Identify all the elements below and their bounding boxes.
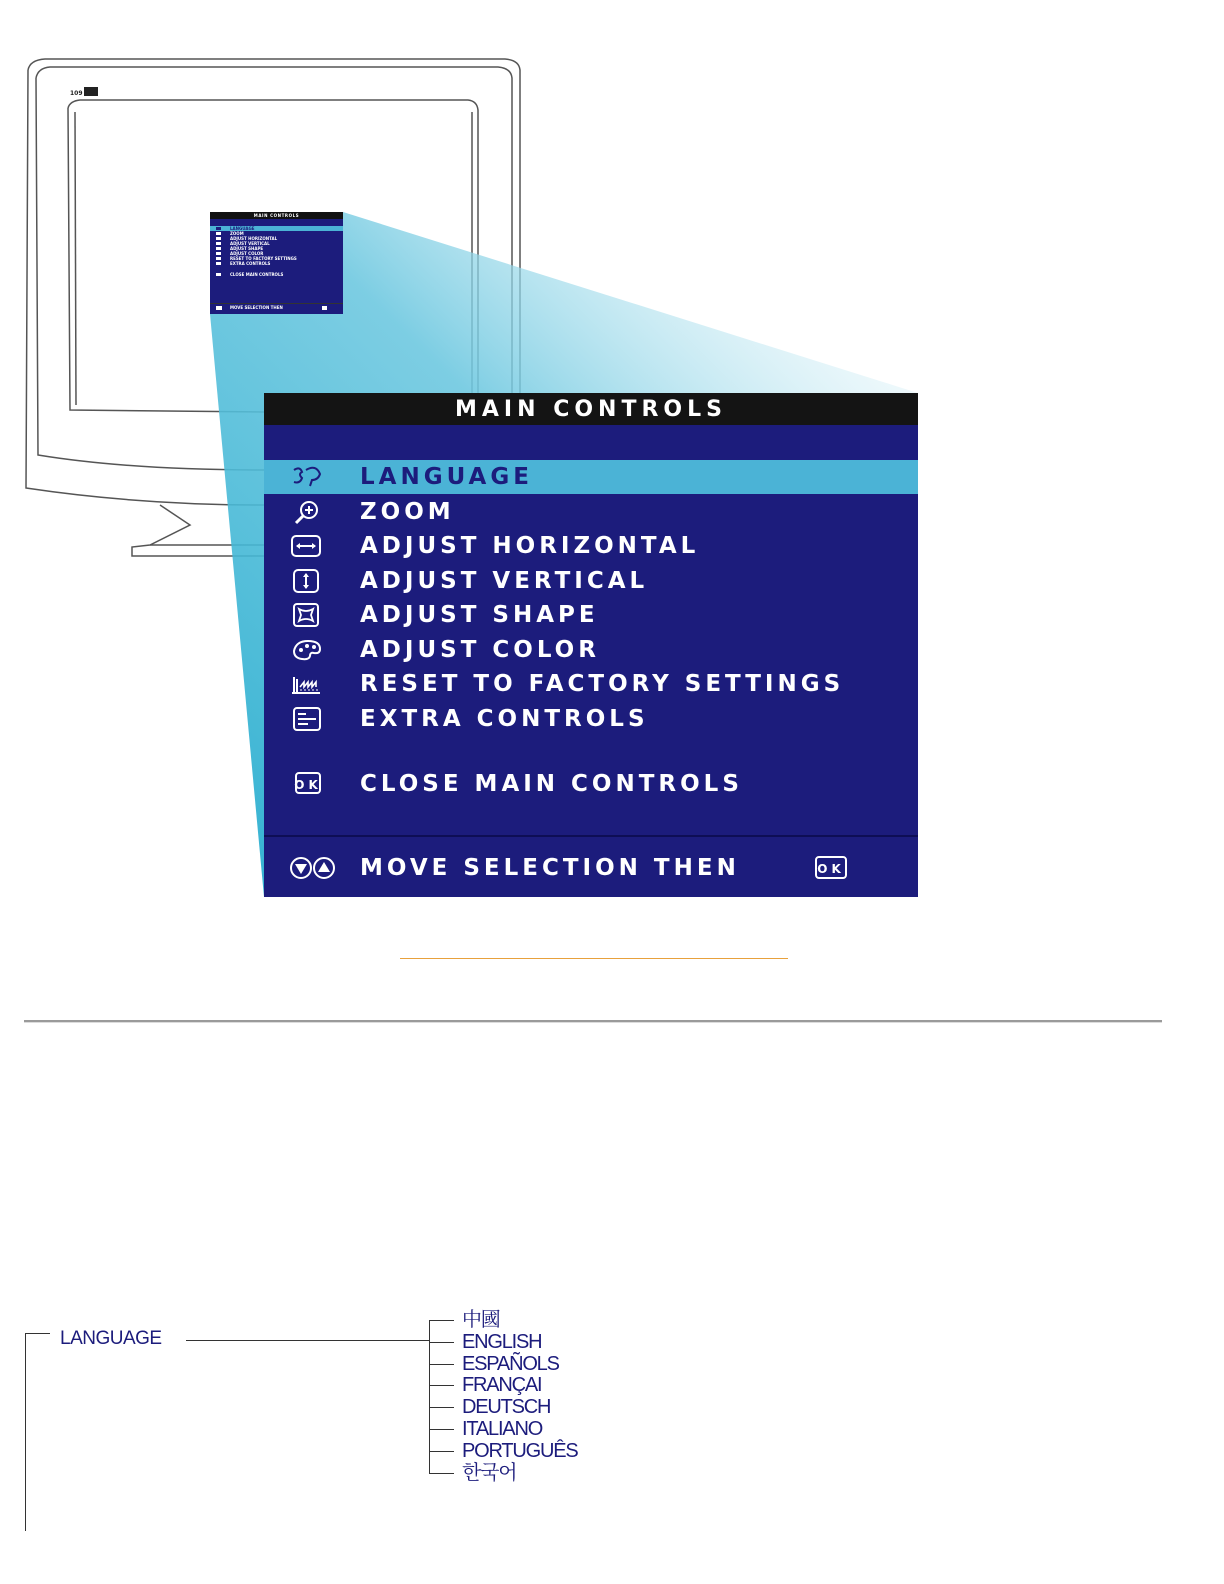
- osd-item-label: RESET TO FACTORY SETTINGS: [360, 671, 845, 697]
- osd-item-label: ADJUST VERTICAL: [360, 567, 649, 594]
- language-option: 한국어: [462, 1461, 517, 1484]
- language-option: ESPAÑOLS: [462, 1352, 559, 1375]
- mini-osd-item-icon: [216, 227, 221, 230]
- tree-option-connector: [429, 1342, 454, 1343]
- tree-option-connector: [429, 1364, 454, 1365]
- mini-osd-item-icon: [216, 237, 221, 240]
- tree-option-connector: [429, 1407, 454, 1408]
- osd-item-language[interactable]: [264, 460, 918, 494]
- osd-footer-label: MOVE SELECTION THEN: [360, 855, 740, 881]
- tree-root-language: LANGUAGE: [60, 1328, 162, 1349]
- monitor-badge-text: 109: [70, 90, 83, 97]
- mini-osd-item-icon: [216, 242, 221, 245]
- tree-branch-line: [186, 1340, 429, 1341]
- mini-osd-item: [210, 261, 343, 266]
- mini-osd-item-label: ADJUST VERTICAL: [230, 241, 270, 246]
- palette-icon: [286, 637, 326, 663]
- ok-icon: [216, 273, 221, 276]
- mini-osd-item-label: LANGUAGE: [230, 226, 255, 231]
- language-option: FRANÇAI: [462, 1374, 542, 1397]
- monitor-badge: [84, 87, 98, 96]
- mini-osd-close-label: CLOSE MAIN CONTROLS: [230, 272, 284, 277]
- osd-item-reset-to-factory-settings[interactable]: [264, 667, 918, 701]
- osd-item-label: ADJUST HORIZONTAL: [360, 533, 700, 559]
- osd-divider: [264, 835, 918, 837]
- mini-osd-item-label: EXTRA CONTROLS: [230, 261, 271, 266]
- osd-item-zoom[interactable]: [264, 495, 918, 529]
- mini-osd-title: MAIN CONTROLS: [210, 212, 343, 219]
- osd-item-label: ADJUST SHAPE: [360, 602, 599, 628]
- mini-osd-footer-label: MOVE SELECTION THEN: [230, 305, 283, 310]
- language-option: 中國: [462, 1309, 500, 1331]
- language-option: PORTUGUÊS: [462, 1439, 578, 1462]
- osd-item-label: ADJUST COLOR: [360, 636, 600, 663]
- osd-item-adjust-vertical[interactable]: [264, 564, 918, 598]
- ok-icon: [286, 771, 326, 797]
- horizontal-rule: [24, 1020, 1162, 1023]
- mini-osd-item-icon: [216, 232, 221, 235]
- tree-option-connector: [429, 1451, 454, 1452]
- mini-osd-list: [210, 219, 343, 266]
- language-option: ITALIANO: [462, 1418, 543, 1440]
- mini-osd-footer: [210, 303, 343, 312]
- mini-osd-item-icon: [216, 247, 221, 250]
- down-up-arrows-icon: [216, 306, 222, 310]
- osd-item-label: LANGUAGE: [360, 464, 533, 490]
- tree-option-connector: [429, 1320, 454, 1321]
- language-option: ENGLISH: [462, 1330, 542, 1353]
- osd-item-label: ZOOM: [360, 498, 455, 525]
- language-icon: [286, 464, 326, 490]
- down-up-arrows-icon: [286, 855, 342, 881]
- mini-osd-item-icon: [216, 257, 221, 260]
- return-link[interactable]: [400, 958, 788, 959]
- ok-icon: [322, 306, 327, 310]
- mini-osd-item-label: ZOOM: [230, 231, 244, 236]
- svg-text:OK: OK: [817, 862, 845, 876]
- tree-option-connector: [429, 1429, 454, 1430]
- extra-controls-icon: [286, 706, 326, 732]
- factory-icon: [286, 671, 326, 697]
- main-controls-osd: [264, 393, 918, 897]
- language-option: DEUTSCH: [462, 1396, 551, 1419]
- tree-root-connector: [25, 1333, 50, 1334]
- osd-footer: [264, 851, 918, 885]
- mini-osd-item-icon: [216, 262, 221, 265]
- svg-text:OK: OK: [294, 778, 322, 792]
- vertical-arrows-icon: [286, 568, 326, 594]
- ok-icon: [814, 855, 850, 881]
- close-main-controls-label: CLOSE MAIN CONTROLS: [360, 771, 743, 797]
- horizontal-arrows-icon: [286, 533, 326, 559]
- mini-osd-close: [210, 272, 343, 277]
- tree-trunk-line: [25, 1333, 26, 1531]
- osd-item-adjust-shape[interactable]: [264, 598, 918, 632]
- tree-option-connector: [429, 1385, 454, 1386]
- close-main-controls-item[interactable]: [264, 767, 918, 801]
- osd-item-adjust-color[interactable]: [264, 633, 918, 667]
- osd-item-label: EXTRA CONTROLS: [360, 705, 649, 732]
- mini-osd-item-label: ADJUST SHAPE: [230, 246, 264, 251]
- osd-item-adjust-horizontal[interactable]: [264, 529, 918, 563]
- mini-osd-item-label: ADJUST HORIZONTAL: [230, 236, 278, 241]
- zoom-icon: [286, 499, 326, 525]
- mini-osd-item-label: ADJUST COLOR: [230, 251, 264, 256]
- shape-icon: [286, 602, 326, 628]
- osd-item-extra-controls[interactable]: [264, 702, 918, 736]
- mini-osd-item-icon: [216, 252, 221, 255]
- tree-option-connector: [429, 1473, 454, 1474]
- osd-title: MAIN CONTROLS: [264, 393, 918, 425]
- mini-osd-preview: [210, 212, 343, 314]
- mini-osd-item-label: RESET TO FACTORY SETTINGS: [230, 256, 297, 261]
